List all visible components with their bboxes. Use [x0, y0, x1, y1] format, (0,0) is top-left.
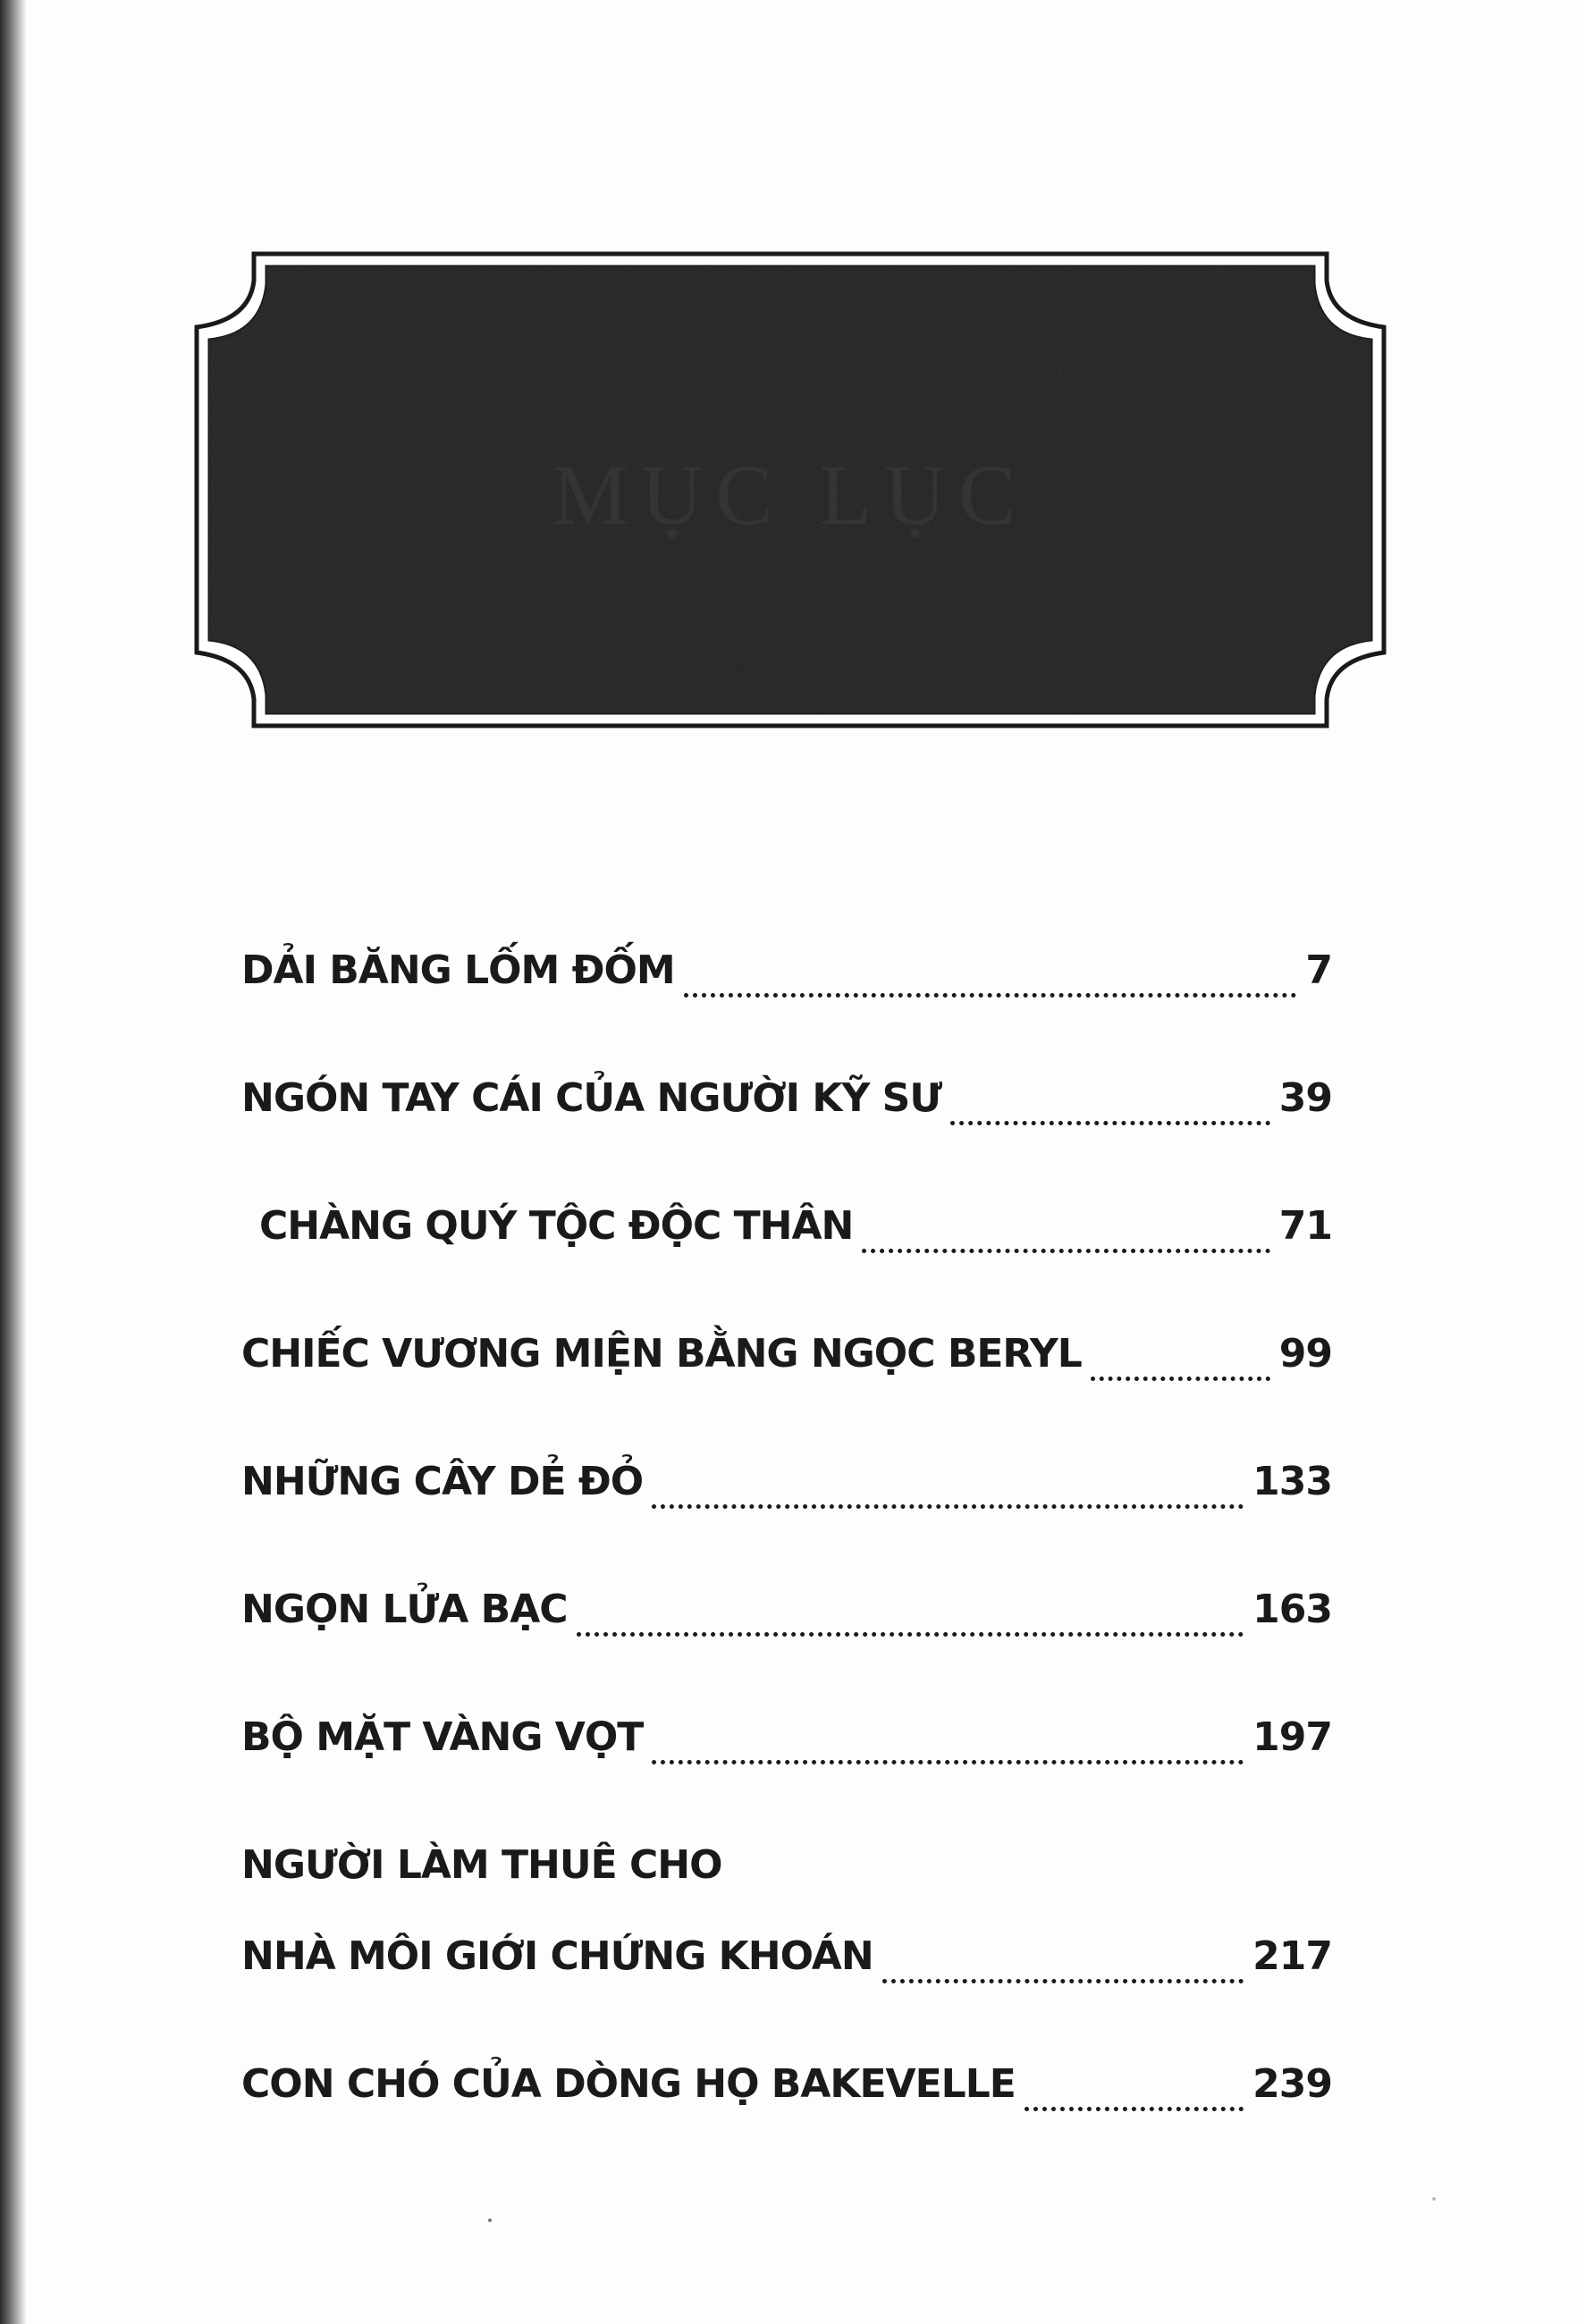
leader-dots [950, 1114, 1270, 1125]
leader-dots [652, 1497, 1244, 1509]
toc-entry-title: CON CHÓ CỦA DÒNG HỌ BAKEVELLE [241, 2061, 1016, 2107]
toc-entry-page: 133 [1252, 1459, 1332, 1504]
book-spine-shadow [0, 0, 27, 2324]
leader-dots [862, 1242, 1269, 1253]
toc-entry-page: 197 [1252, 1714, 1332, 1760]
toc-entry-title: NGỌN LỬA BẠC [241, 1587, 568, 1632]
toc-entry-title-line2: NHÀ MÔI GIỚI CHỨNG KHOÁN [241, 1933, 873, 1979]
toc-entry-page: 163 [1252, 1587, 1332, 1632]
toc-entry-title: DẢI BĂNG LỐM ĐỐM [241, 947, 675, 993]
toc-entry-page: 217 [1252, 1933, 1332, 1979]
toc-entry[interactable] [241, 1587, 1332, 1649]
title-plate [191, 248, 1389, 731]
toc-entry-title: CHÀNG QUÝ TỘC ĐỘC THÂN [259, 1203, 854, 1249]
toc-entry[interactable] [241, 1203, 1332, 1266]
leader-dots [577, 1625, 1244, 1637]
toc-entry-title-line1: NGƯỜI LÀM THUÊ CHO [241, 1842, 722, 1888]
toc-entry-page: 7 [1305, 947, 1332, 993]
print-speck [488, 2219, 492, 2222]
toc-entry-title: NHỮNG CÂY DẺ ĐỎ [241, 1459, 644, 1504]
toc-entry-page: 39 [1278, 1075, 1332, 1121]
toc-entry[interactable] [241, 2061, 1332, 2124]
toc-entry[interactable] [241, 1842, 1332, 1996]
toc-entry-title: BỘ MẶT VÀNG VỌT [241, 1714, 644, 1760]
table-of-contents [241, 947, 1332, 2189]
print-speck [1432, 2197, 1436, 2201]
toc-entry[interactable] [241, 1714, 1332, 1777]
leader-dots [684, 986, 1297, 998]
leader-dots [1091, 1369, 1270, 1381]
toc-entry-page: 239 [1252, 2061, 1332, 2107]
toc-entry-page: 99 [1278, 1331, 1332, 1377]
leader-dots [1025, 2100, 1244, 2111]
page-title: MỤC LỤC [552, 447, 1029, 543]
toc-entry[interactable] [241, 1075, 1332, 1138]
toc-entry-title: CHIẾC VƯƠNG MIỆN BẰNG NGỌC BERYL [241, 1331, 1082, 1377]
toc-entry[interactable] [241, 1459, 1332, 1521]
toc-entry[interactable] [241, 947, 1332, 1010]
leader-dots [652, 1753, 1244, 1764]
toc-entry-title: NGÓN TAY CÁI CỦA NGƯỜI KỸ SƯ [241, 1075, 942, 1121]
toc-entry[interactable] [241, 1331, 1332, 1394]
leader-dots [882, 1972, 1244, 1983]
toc-entry-page: 71 [1278, 1203, 1332, 1249]
